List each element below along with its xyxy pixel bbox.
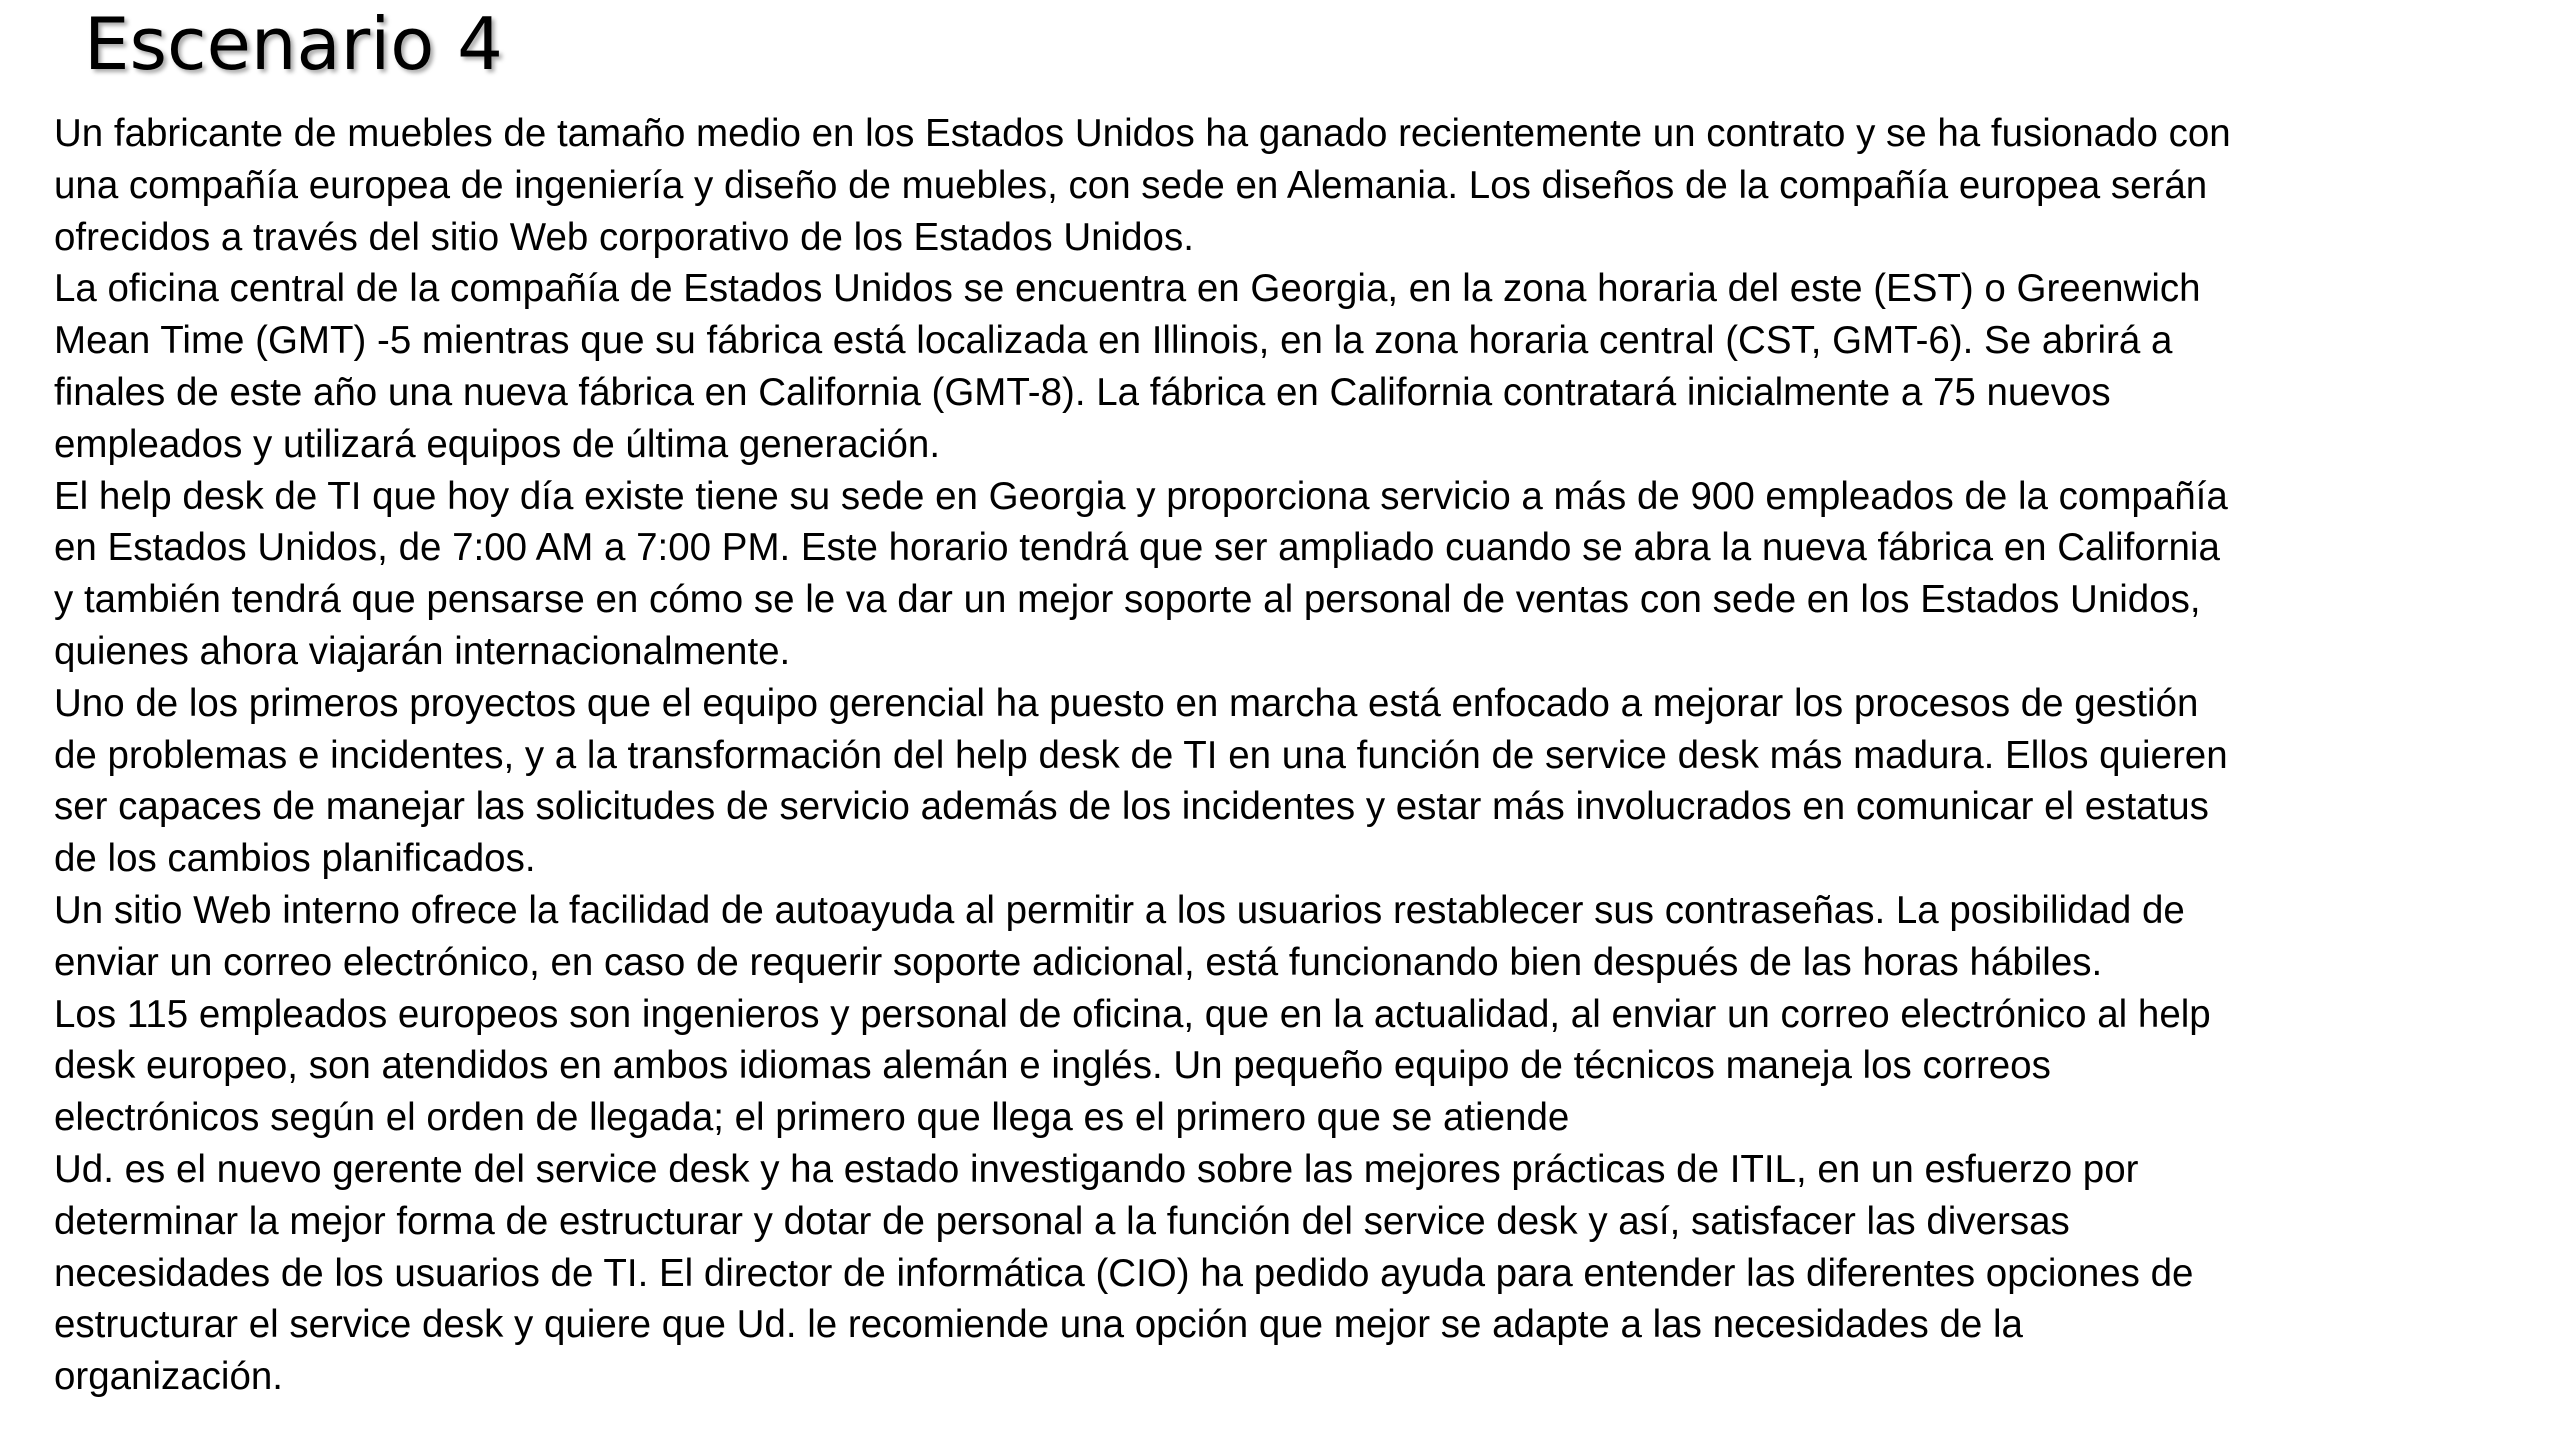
paragraph-european-employees <box>54 989 2534 1144</box>
text-line: La oficina central de la compañía de Estados Unidos se encuentra en Georgia, en la zona horaria del este (EST) o Greenwich <box>54 267 2201 311</box>
paragraph-offices-timezones <box>54 263 2534 470</box>
text-line: Los 115 empleados europeos son ingenieros y personal de oficina, que en la actualidad, al enviar un correo electrónico al help <box>54 992 2211 1036</box>
text-line: determinar la mejor forma de estructurar y dotar de personal a la función del service desk y así, satisfacer las diversas <box>54 1199 2070 1243</box>
text-line: organización. <box>54 1355 284 1399</box>
paragraph-manager-role <box>54 1144 2534 1403</box>
text-line: ser capaces de manejar las solicitudes de servicio además de los incidentes y estar más involucrados en comunicar el estatus <box>54 785 2209 829</box>
text-line: ofrecidos a través del sitio Web corporativo de los Estados Unidos. <box>54 215 1194 259</box>
text-line: de problemas e incidentes, y a la transformación del help desk de TI en una función de service desk más madura. Ellos quieren <box>54 733 2228 777</box>
text-line: Uno de los primeros proyectos que el equipo gerencial ha puesto en marcha está enfocado a mejorar los procesos de gestión <box>54 681 2199 725</box>
text-line: Un sitio Web interno ofrece la facilidad de autoayuda al permitir a los usuarios restablecer sus contraseñas. La posibilidad de <box>54 888 2185 932</box>
text-line: necesidades de los usuarios de TI. El director de informática (CIO) ha pedido ayuda para entender las diferentes opciones de <box>54 1251 2194 1295</box>
text-line: en Estados Unidos, de 7:00 AM a 7:00 PM. Este horario tendrá que ser ampliado cuando se abra la nueva fábrica en California <box>54 526 2220 570</box>
text-line: Ud. es el nuevo gerente del service desk y ha estado investigando sobre las mejores prácticas de ITIL, en un esfuerzo por <box>54 1147 2139 1191</box>
text-line: desk europeo, son atendidos en ambos idiomas alemán e inglés. Un pequeño equipo de técnicos maneja los correos <box>54 1044 2051 1088</box>
text-line: El help desk de TI que hoy día existe tiene su sede en Georgia y proporciona servicio a más de 900 empleados de la compañía <box>54 474 2228 518</box>
slide-title: Escenario 4 <box>84 2 503 86</box>
text-line: Un fabricante de muebles de tamaño medio en los Estados Unidos ha ganado recientemente un contrato y se ha fusionado con <box>54 112 2231 155</box>
text-line: enviar un correo electrónico, en caso de requerir soporte adicional, está funcionando bien después de las horas hábiles. <box>54 940 2103 984</box>
text-line: quienes ahora viajarán internacionalmente. <box>54 629 791 673</box>
text-line: y también tendrá que pensarse en cómo se le va dar un mejor soporte al personal de ventas con sede en los Estados Unidos, <box>54 578 2201 622</box>
paragraph-self-help <box>54 885 2534 989</box>
text-line: Mean Time (GMT) -5 mientras que su fábrica está localizada en Illinois, en la zona horaria central (CST, GMT-6). Se abrirá a <box>54 319 2173 363</box>
text-line: empleados y utilizará equipos de última generación. <box>54 422 941 466</box>
text-line: de los cambios planificados. <box>54 837 536 881</box>
text-line: estructurar el service desk y quiere que Ud. le recomiende una opción que mejor se adapte a las necesidades de la <box>54 1303 2023 1347</box>
scenario-body <box>54 108 2534 1403</box>
text-line: electrónicos según el orden de llegada; el primero que llega es el primero que se atiende <box>54 1096 1570 1140</box>
text-line: una compañía europea de ingeniería y diseño de muebles, con sede en Alemania. Los diseños de la compañía europea serán <box>54 163 2208 207</box>
paragraph-company-merger <box>54 108 2534 263</box>
paragraph-help-desk <box>54 471 2534 678</box>
paragraph-projects <box>54 678 2534 885</box>
text-line: finales de este año una nueva fábrica en California (GMT-8). La fábrica en California contratará inicialmente a 75 nuevos <box>54 370 2111 414</box>
